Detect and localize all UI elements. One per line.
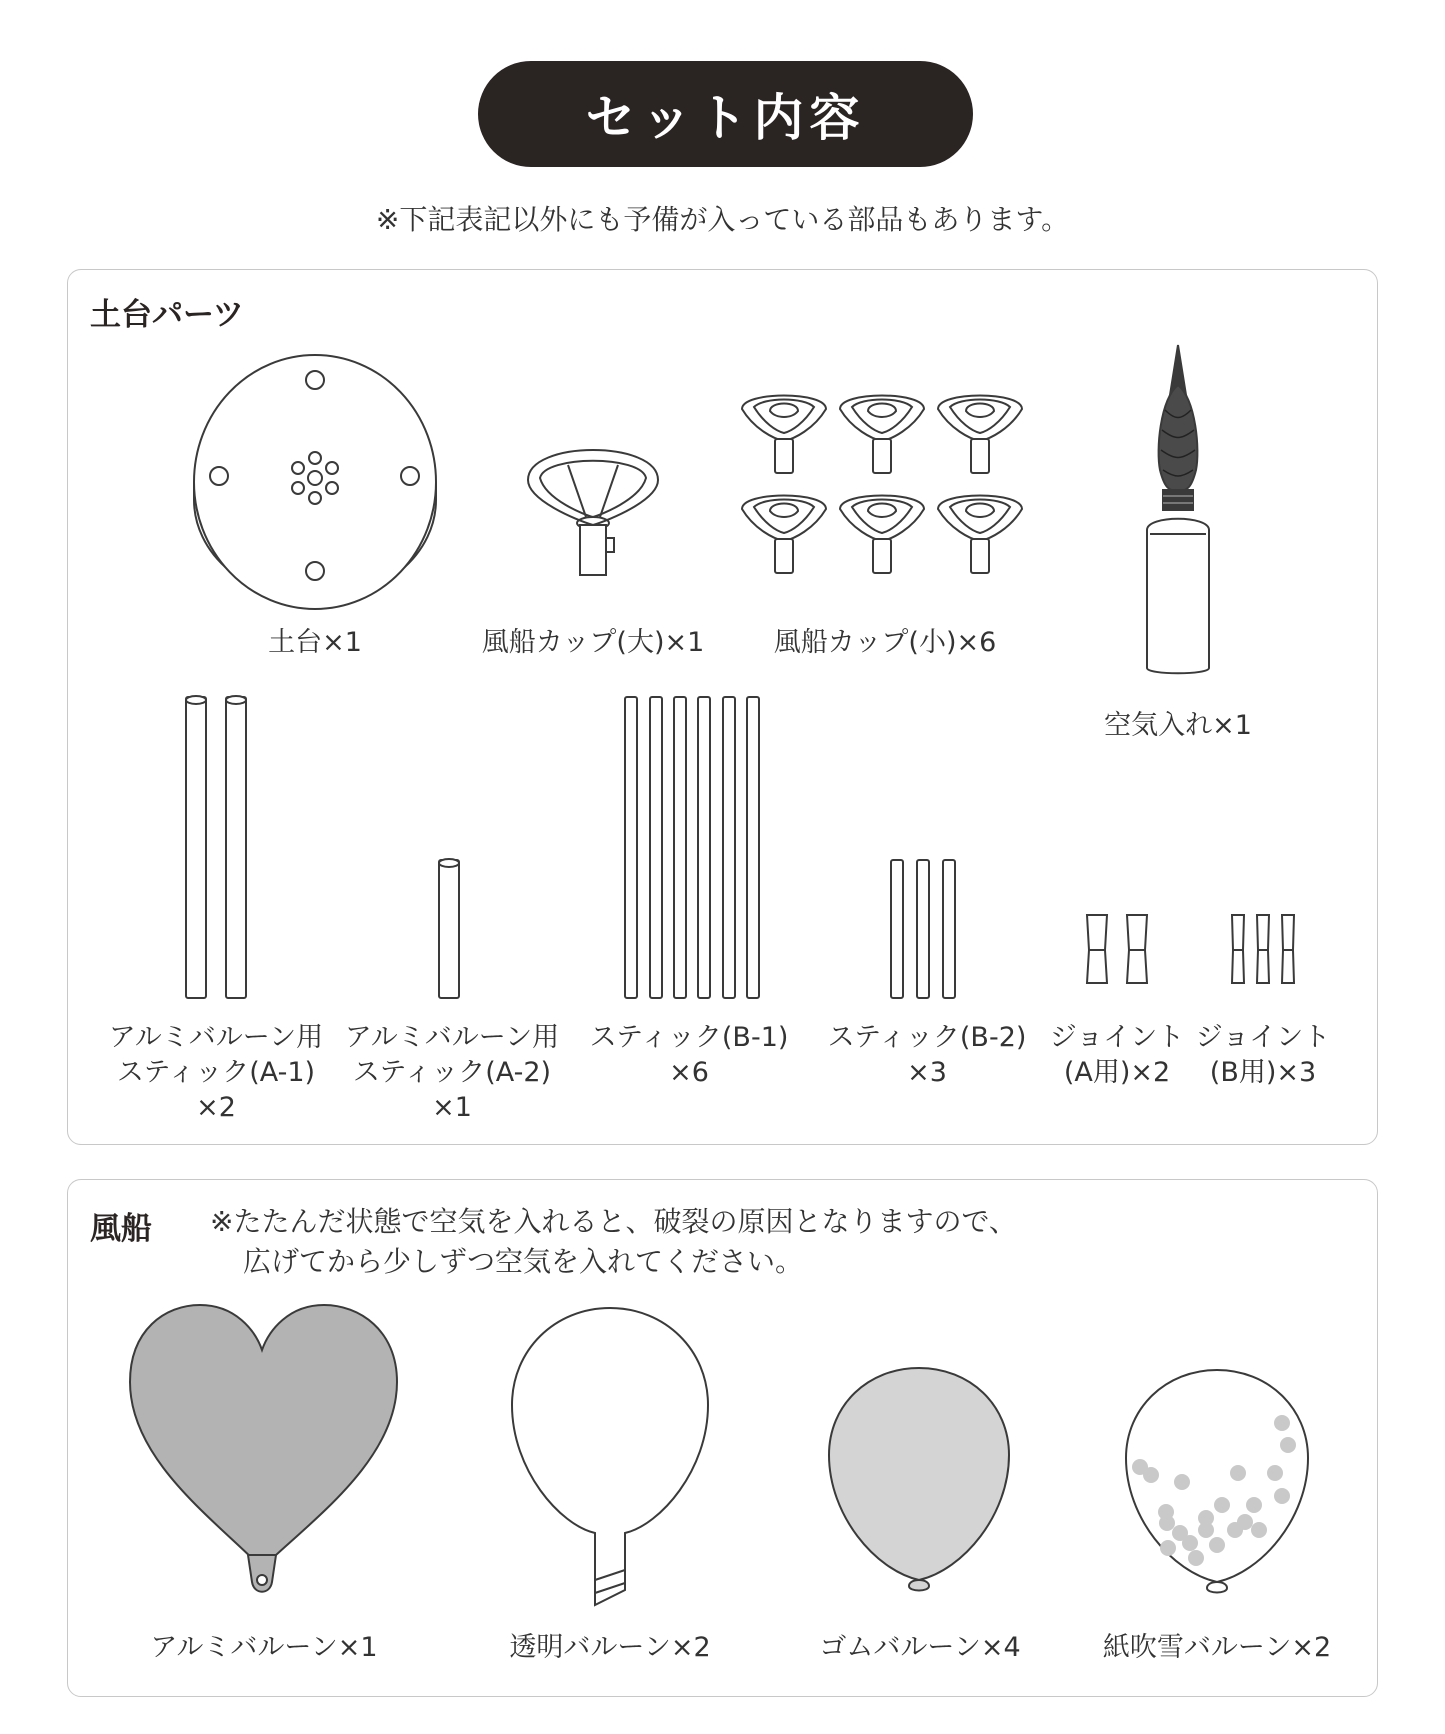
stick-a1-label xyxy=(109,1020,323,1125)
stick-icon xyxy=(650,697,662,998)
air-pump-label: 空気入れ×1 xyxy=(1104,710,1252,741)
confetti-dot xyxy=(1209,1537,1225,1553)
confetti-dot xyxy=(1182,1535,1198,1551)
stick-b2-label xyxy=(828,1020,1027,1090)
stick-icon xyxy=(891,860,903,998)
stick-b1-label-line: スティック(B-1) xyxy=(589,1022,789,1053)
confetti-dot xyxy=(1227,1522,1243,1538)
confetti-dot xyxy=(1160,1540,1176,1556)
confetti-dot xyxy=(1188,1550,1204,1566)
stick-a2-label-line: ×1 xyxy=(432,1092,472,1123)
stick-a2-label xyxy=(345,1020,559,1125)
confetti-balloon-icon xyxy=(1126,1370,1308,1593)
stick-icon xyxy=(943,860,955,998)
stick-icon xyxy=(747,697,759,998)
small-cup-icon xyxy=(742,496,826,574)
joint-a-label xyxy=(1050,1020,1184,1090)
small-cup-icon-group xyxy=(742,396,1022,574)
confetti-dot xyxy=(1198,1522,1214,1538)
confetti-dot xyxy=(1274,1488,1290,1504)
small-cup-icon xyxy=(938,496,1022,574)
stick-icon xyxy=(698,697,710,998)
foil-balloon-label: アルミバルーン×1 xyxy=(150,1632,378,1663)
confetti-dot xyxy=(1159,1515,1175,1531)
joint-a-label-line: (A用)×2 xyxy=(1063,1057,1171,1088)
stick-a1-label-line: ×2 xyxy=(196,1092,236,1123)
small-cup-icon xyxy=(840,396,924,474)
confetti-dot xyxy=(1274,1415,1290,1431)
rubber-balloon-label: ゴムバルーン×4 xyxy=(819,1632,1021,1663)
stick-a2-label-line: スティック(A-2) xyxy=(352,1057,552,1088)
confetti-dot xyxy=(1143,1467,1159,1483)
clear-balloon-icon xyxy=(512,1308,708,1605)
base-parts-title: 土台パーツ xyxy=(90,297,244,333)
balloon-note-line-2: 広げてから少しずつ空気を入れてください。 xyxy=(243,1245,804,1278)
rubber-balloon-icon xyxy=(829,1368,1009,1591)
parts-note: ※下記表記以外にも予備が入っている部品もあります。 xyxy=(375,203,1070,236)
confetti-dot xyxy=(1230,1465,1246,1481)
stick-b1-label-line: ×6 xyxy=(669,1057,709,1088)
joint-a-label-line: ジョイント xyxy=(1049,1022,1185,1053)
large-cup-label: 風船カップ(大)×1 xyxy=(481,627,705,658)
stick-b2-icon-group xyxy=(891,860,955,998)
joint-b-label-line: (B用)×3 xyxy=(1209,1057,1317,1088)
small-cup-icon xyxy=(840,496,924,574)
stick-a1-label-line: スティック(A-1) xyxy=(116,1057,316,1088)
stick-b2-label-line: ×3 xyxy=(907,1057,947,1088)
stick-icon xyxy=(917,860,929,998)
small-cup-label: 風船カップ(小)×6 xyxy=(773,627,997,658)
stick-icon xyxy=(723,697,735,998)
stick-b2-label-line: スティック(B-2) xyxy=(827,1022,1027,1053)
stick-a2-icon xyxy=(439,859,459,998)
joint-b-icon-group xyxy=(1232,915,1294,983)
stick-a1-label-line: アルミバルーン用 xyxy=(108,1022,324,1053)
stick-b1-label xyxy=(590,1020,789,1090)
small-cup-icon xyxy=(742,396,826,474)
joint-b-label-line: ジョイント xyxy=(1195,1022,1331,1053)
large-cup-icon xyxy=(528,450,658,575)
clear-balloon-label: 透明バルーン×2 xyxy=(509,1632,711,1663)
stick-b1-icon-group xyxy=(625,697,759,998)
stick-a1-icon-group xyxy=(186,696,246,998)
confetti-dot xyxy=(1267,1465,1283,1481)
confetti-balloon-label: 紙吹雪バルーン×2 xyxy=(1102,1632,1332,1663)
balloons-title: 風船 xyxy=(90,1211,152,1247)
joint-a-icon-group xyxy=(1087,915,1147,983)
page-title: セット内容 xyxy=(585,89,866,147)
foil-heart-balloon-icon xyxy=(130,1305,397,1592)
stick-icon xyxy=(674,697,686,998)
balloon-note-line-1: ※たたんだ状態で空気を入れると、破裂の原因となりますので、 xyxy=(210,1205,1017,1238)
air-pump-icon xyxy=(1147,345,1209,673)
stick-icon xyxy=(625,697,637,998)
base-plate-label: 土台×1 xyxy=(268,627,362,658)
joint-b-label xyxy=(1196,1020,1330,1090)
confetti-dot xyxy=(1251,1522,1267,1538)
small-cup-icon xyxy=(938,396,1022,474)
base-plate-icon xyxy=(194,355,436,609)
stick-a2-label-line: アルミバルーン用 xyxy=(344,1022,560,1053)
confetti-dot xyxy=(1280,1437,1296,1453)
confetti-dot xyxy=(1246,1497,1262,1513)
confetti-dot xyxy=(1174,1474,1190,1490)
confetti-dot xyxy=(1214,1497,1230,1513)
